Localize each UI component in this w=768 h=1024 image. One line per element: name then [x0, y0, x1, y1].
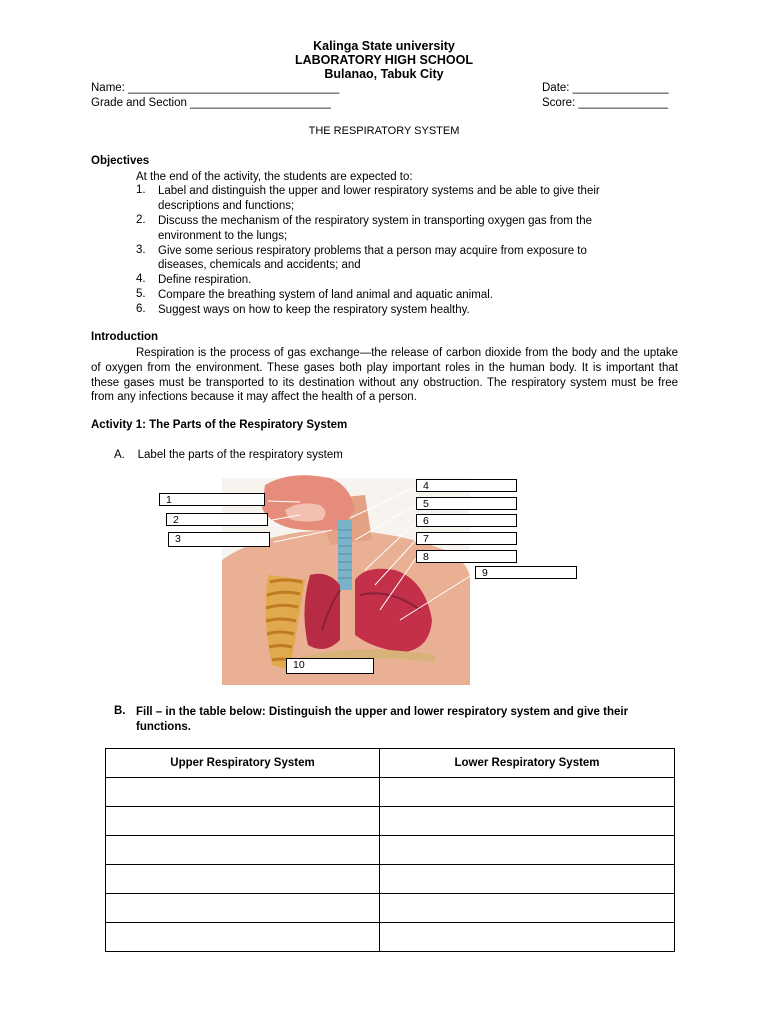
respiratory-table — [105, 748, 675, 952]
label-box-6[interactable]: 6 — [416, 514, 517, 527]
worksheet-title: THE RESPIRATORY SYSTEM — [308, 125, 460, 137]
label-box-4[interactable]: 4 — [416, 479, 517, 492]
school-name: Kalinga State university — [313, 39, 455, 53]
activity1-heading: Activity 1: The Parts of the Respiratory System — [91, 419, 348, 431]
label-box-9[interactable]: 9 — [475, 566, 577, 579]
objective-number: 4. — [136, 273, 146, 285]
label-box-2[interactable]: 2 — [166, 513, 268, 526]
objective-number: 5. — [136, 288, 146, 300]
column-header-lower: Lower Respiratory System — [380, 749, 675, 778]
grade-section-field[interactable]: Grade and Section ______________________ — [91, 97, 331, 109]
table-cell[interactable] — [380, 836, 675, 865]
table-cell[interactable] — [106, 923, 380, 952]
school-unit: LABORATORY HIGH SCHOOL — [294, 53, 473, 67]
school-address: Bulanao, Tabuk City — [324, 67, 444, 81]
table-cell[interactable] — [380, 807, 675, 836]
part-b-instruction: Fill – in the table below: Distinguish the upper and lower respiratory system and give their functions. — [136, 706, 629, 733]
label-box-1[interactable]: 1 — [159, 493, 265, 506]
objective-text: Give some serious respiratory problems that a person may acquire from exposure to — [158, 245, 587, 257]
objective-text: Label and distinguish the upper and lower respiratory systems and be able to give their — [158, 185, 600, 197]
objective-number: 6. — [136, 303, 146, 315]
label-box-7[interactable]: 7 — [416, 532, 517, 545]
table-cell[interactable] — [106, 836, 380, 865]
left-lung — [304, 574, 340, 649]
table-cell[interactable] — [106, 865, 380, 894]
table-cell[interactable] — [380, 923, 675, 952]
objective-number: 1. — [136, 184, 146, 196]
label-box-3[interactable]: 3 — [168, 532, 270, 547]
objective-text-cont: descriptions and functions; — [158, 200, 295, 212]
objective-text: Suggest ways on how to keep the respiratory system healthy. — [158, 304, 470, 316]
table-row — [106, 865, 675, 894]
label-box-10[interactable]: 10 — [286, 658, 374, 674]
label-box-5[interactable]: 5 — [416, 497, 517, 510]
objective-text: Define respiration. — [158, 274, 252, 286]
table-header-row — [106, 749, 675, 778]
table-row — [106, 923, 675, 952]
table-cell[interactable] — [106, 807, 380, 836]
objective-text-cont: environment to the lungs; — [158, 230, 288, 242]
objective-text: Compare the breathing system of land animal and aquatic animal. — [158, 289, 493, 301]
label-box-8[interactable]: 8 — [416, 550, 517, 563]
table-row — [106, 778, 675, 807]
table-cell[interactable] — [380, 778, 675, 807]
introduction-heading: Introduction — [91, 331, 159, 343]
part-b-letter: B. — [114, 705, 126, 717]
table-cell[interactable] — [106, 778, 380, 807]
part-a-instruction: A. Label the parts of the respiratory system — [114, 449, 343, 461]
objective-text-cont: diseases, chemicals and accidents; and — [158, 259, 361, 271]
introduction-paragraph: Respiration is the process of gas exchange—the release of carbon dioxide from the body and the uptake of oxygen from the environment. These gases both play important roles in the human body. It is important that these gases must be transported to its destination without any obstruction. The respiratory system must be free from any infections because it may affect the health of a person. — [91, 347, 678, 404]
table-row — [106, 836, 675, 865]
column-header-upper: Upper Respiratory System — [106, 749, 380, 778]
objectives-heading: Objectives — [91, 155, 150, 167]
name-field[interactable]: Name: _________________________________ — [91, 82, 340, 94]
date-field[interactable]: Date: _______________ — [542, 82, 669, 94]
objective-text: Discuss the mechanism of the respiratory system in transporting oxygen gas from the — [158, 215, 592, 227]
table-cell[interactable] — [380, 894, 675, 923]
objective-number: 2. — [136, 214, 146, 226]
objective-number: 3. — [136, 244, 146, 256]
score-field[interactable]: Score: ______________ — [542, 97, 668, 109]
table-cell[interactable] — [380, 865, 675, 894]
table-row — [106, 894, 675, 923]
table-row — [106, 807, 675, 836]
objectives-intro: At the end of the activity, the students are expected to: — [136, 171, 413, 183]
table-cell[interactable] — [106, 894, 380, 923]
